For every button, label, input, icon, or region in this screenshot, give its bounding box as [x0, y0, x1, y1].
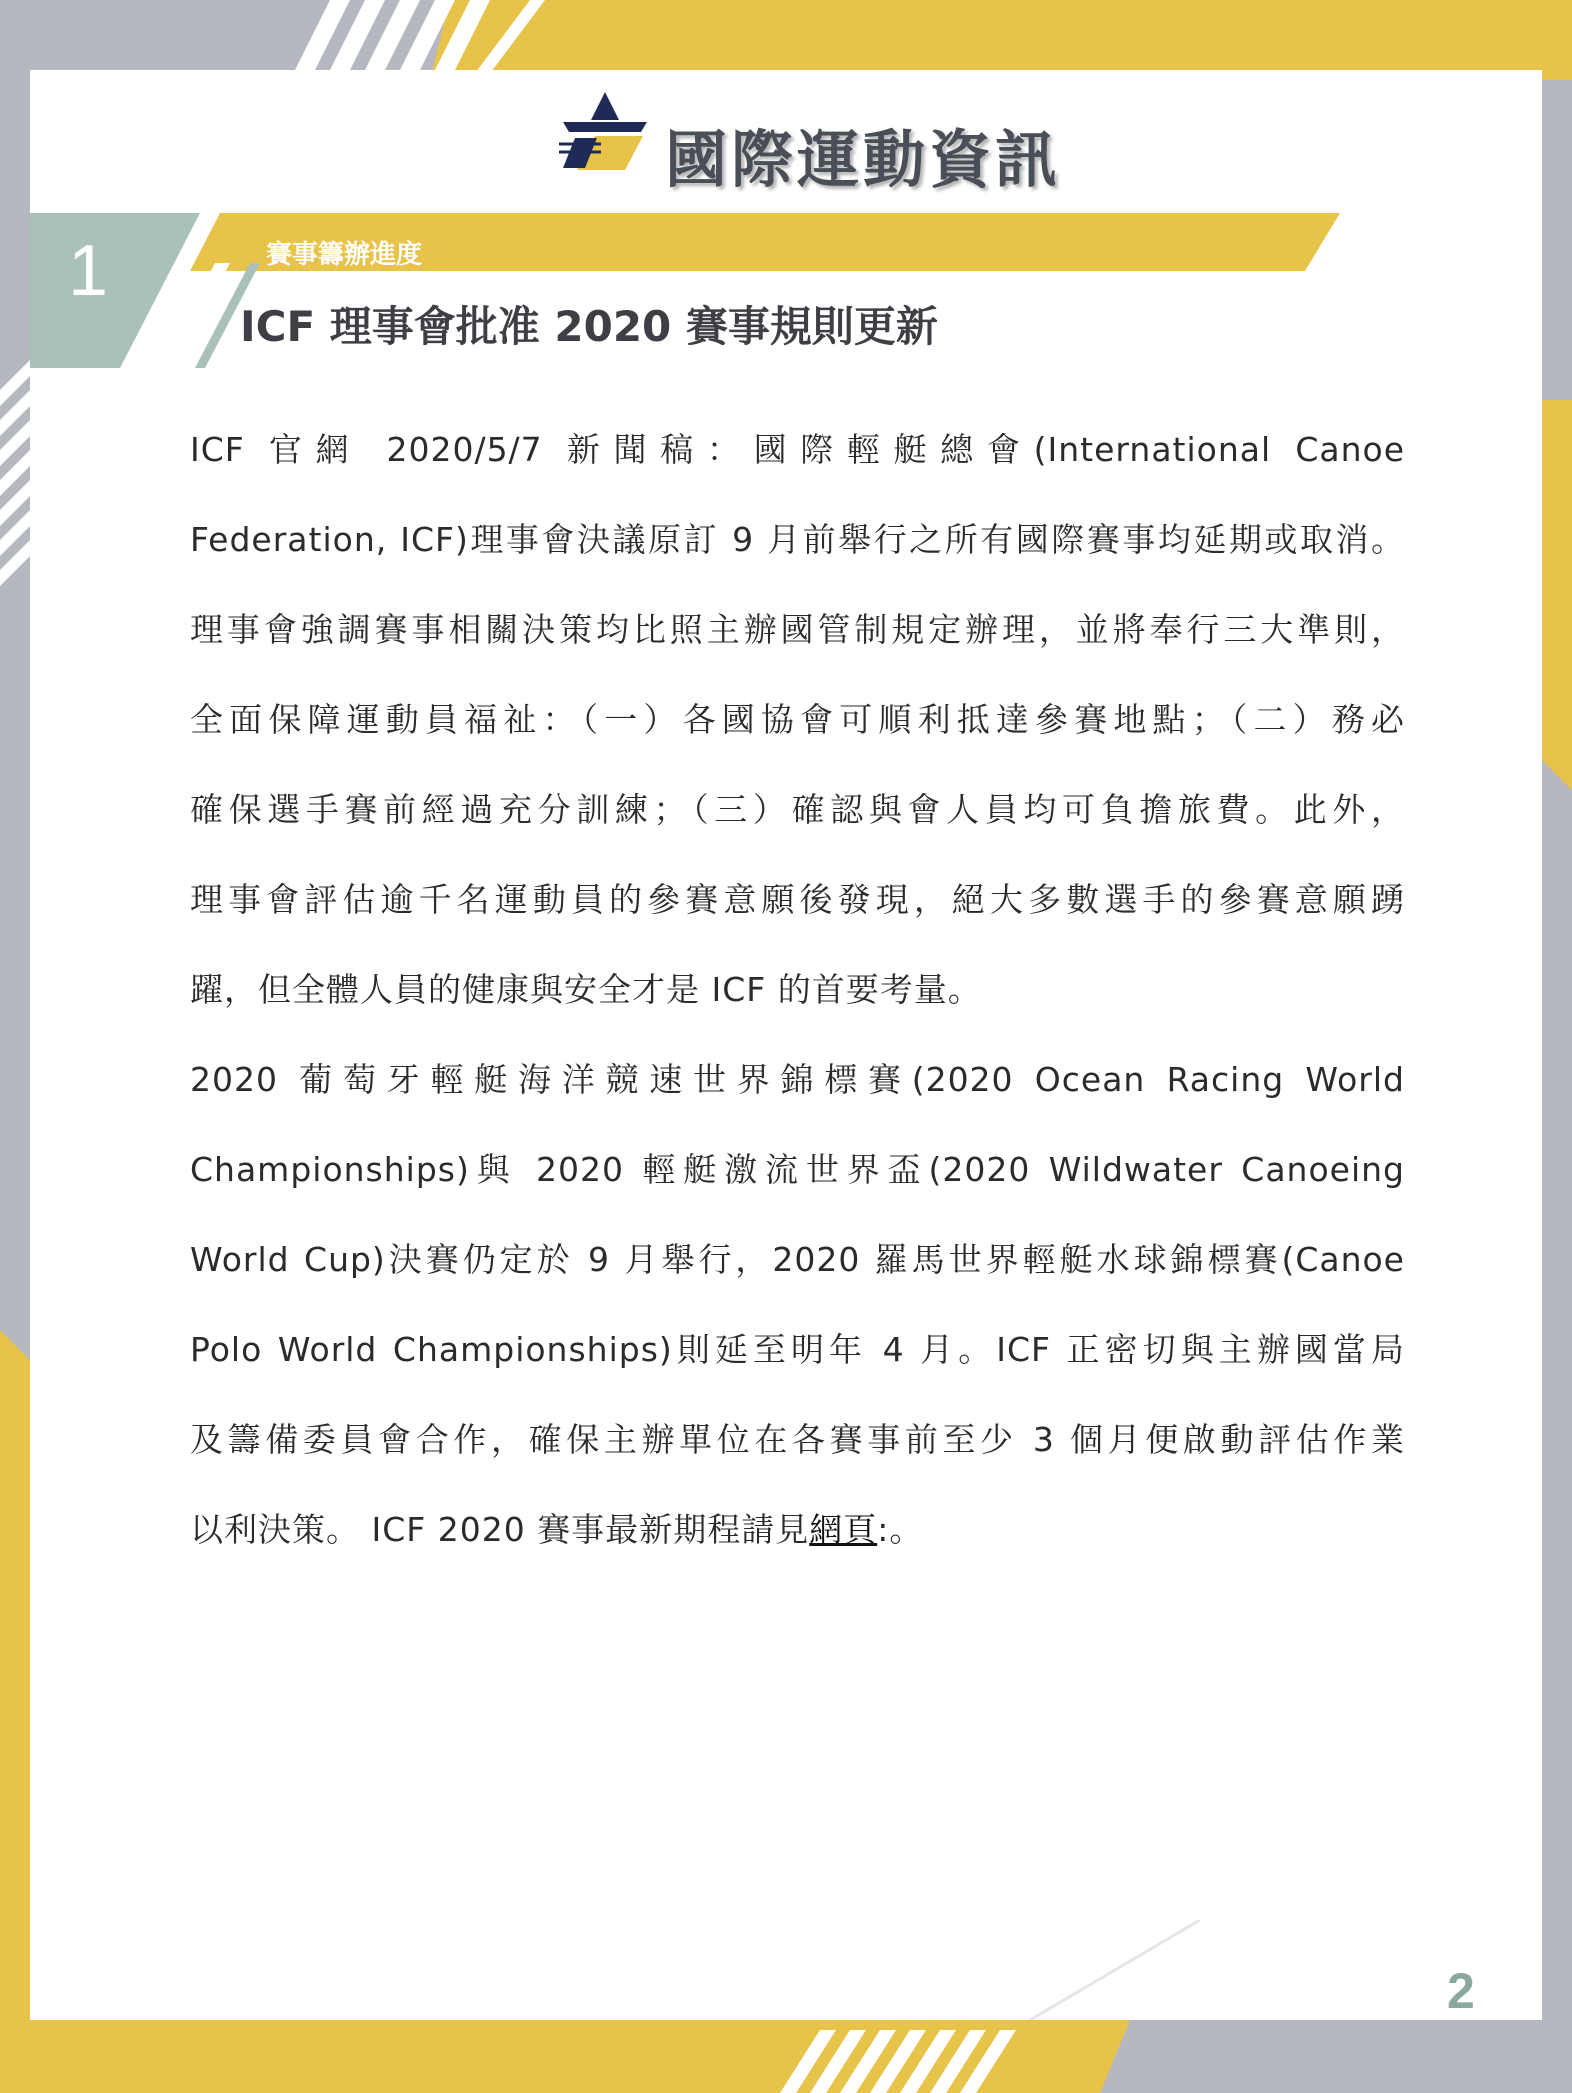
- article-line: 及籌備委員會合作，確保主辦單位在各賽事前至少 3 個月便啟動評估作業: [190, 1420, 1405, 1459]
- decorative-line: [1030, 1920, 1230, 2020]
- logo-icon: [555, 88, 655, 174]
- article-line: 理事會評估逾千名運動員的參賽意願後發現，絕大多數選手的參賽意願踴: [190, 880, 1405, 919]
- article-line: 理事會強調賽事相關決策均比照主辦國管制規定辦理，並將奉行三大準則，: [190, 610, 1405, 649]
- final-line-suffix: :。: [877, 1510, 924, 1549]
- article-line: 躍，但全體人員的健康與安全才是 ICF 的首要考量。: [190, 970, 982, 1009]
- article-line: 2020 葡萄牙輕艇海洋競速世界錦標賽(2020 Ocean Racing World: [190, 1060, 1405, 1099]
- article-line: Championships)與 2020 輕艇激流世界盃(2020 Wildwater Canoeing: [190, 1150, 1405, 1189]
- brand-name: 國際運動資訊: [665, 123, 1062, 196]
- article-line: 確保選手賽前經過充分訓練；（三）確認與會人員均可負擔旅費。此外，: [190, 790, 1405, 829]
- section-number: 1: [68, 231, 109, 311]
- article-line: World Cup)決賽仍定於 9 月舉行，2020 羅馬世界輕艇水球錦標賽(Canoe: [190, 1240, 1405, 1279]
- article-line: Polo World Championships)則延至明年 4 月。ICF 正密切與主辦國當局: [190, 1330, 1405, 1369]
- schedule-webpage-link[interactable]: 網頁: [809, 1510, 878, 1549]
- article-line: ICF 官網 2020/5/7 新聞稿：國際輕艇總會(International Canoe: [190, 430, 1405, 469]
- article-line: Federation, ICF)理事會決議原訂 9 月前舉行之所有國際賽事均延期或取消。: [190, 520, 1405, 559]
- page-number: 2: [1447, 1963, 1475, 2019]
- final-line-prefix: 以利決策。 ICF 2020 賽事最新期程請見: [190, 1510, 810, 1549]
- article-title: ICF 理事會批准 2020 賽事規則更新: [240, 302, 938, 351]
- article-body: [190, 405, 1405, 1575]
- article-final-line: [190, 1485, 1405, 1575]
- section-category: 賽事籌辦進度: [266, 240, 423, 270]
- article-line: 全面保障運動員福祉：（一）各國協會可順利抵達參賽地點；（二）務必: [190, 700, 1405, 739]
